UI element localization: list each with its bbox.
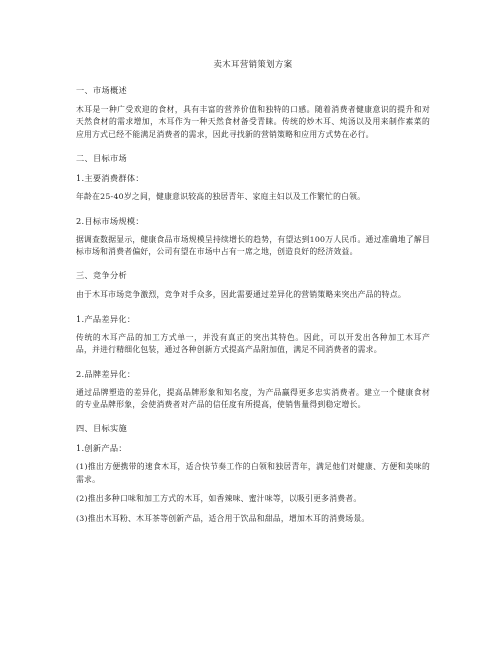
subsection-heading: 1.创新产品：: [76, 443, 127, 454]
paragraph: 木耳是一种广受欢迎的食材，具有丰富的营养价值和独特的口感。随着消费者健康意识的提升和对天然食材的需求增加，木耳作为一种天然食材备受青睐。传统的炒木耳、炖汤以及用来制作素菜的应用方式已经不能满足消费者的需求，因此寻找新的营销策略和应用方式势在必行。: [76, 105, 430, 139]
paragraph: (1)推出方便携带的速食木耳，适合快节奏工作的白领和独居青年，满足他们对健康、方便和美味的需求。: [76, 462, 430, 484]
subsection-heading: 1.主要消费群体：: [76, 173, 144, 184]
paragraph: 年龄在25-40岁之间，健康意识较高的独居青年、家庭主妇以及工作繁忙的白领。: [76, 192, 366, 202]
paragraph: 据调查数据显示，健康食品市场规模呈持续增长的趋势，有望达到100万人民币。通过准确地了解目标市场和消费者偏好，公司有望在市场中占有一席之地，创造良好的经济效益。: [76, 234, 430, 257]
document-title: 卖木耳营销策划方案: [213, 59, 293, 69]
paragraph: (2)推出多种口味和加工方式的木耳，如香辣味、蜜汁味等，以吸引更多消费者。: [76, 494, 362, 504]
section-heading: 三、竞争分析: [76, 270, 127, 281]
paragraph: 通过品牌塑造的差异化，提高品牌形象和知名度，为产品赢得更多忠实消费者。建立一个健康食材的专业品牌形象，会使消费者对产品的信任度有所提高，使销售量得到稳定增长。: [76, 387, 430, 410]
document-body: [76, 84, 430, 525]
section-heading: 二、目标市场: [76, 153, 127, 164]
subsection-heading: 1.产品差异化：: [76, 313, 136, 324]
section-heading: 一、市场概述: [76, 85, 127, 95]
subsection-heading: 2.品牌差异化：: [76, 368, 136, 379]
subsection-heading: 2.目标市场规模：: [76, 215, 144, 226]
paragraph: 传统的木耳产品的加工方式单一，并没有真正的突出其特色。因此，可以开发出各种加工木耳产品，并进行精细化包装，通过各种创新方式提高产品附加值，满足不同消费者的需求。: [76, 332, 430, 355]
section-heading: 四、目标实施: [76, 423, 127, 434]
paragraph: 由于木耳市场竞争激烈，竞争对手众多，因此需要通过差异化的营销策略来突出产品的特点。: [76, 290, 406, 300]
paragraph: (3)推出木耳粉、木耳茶等创新产品，适合用于饮品和甜品，增加木耳的消费场景。: [76, 513, 370, 523]
